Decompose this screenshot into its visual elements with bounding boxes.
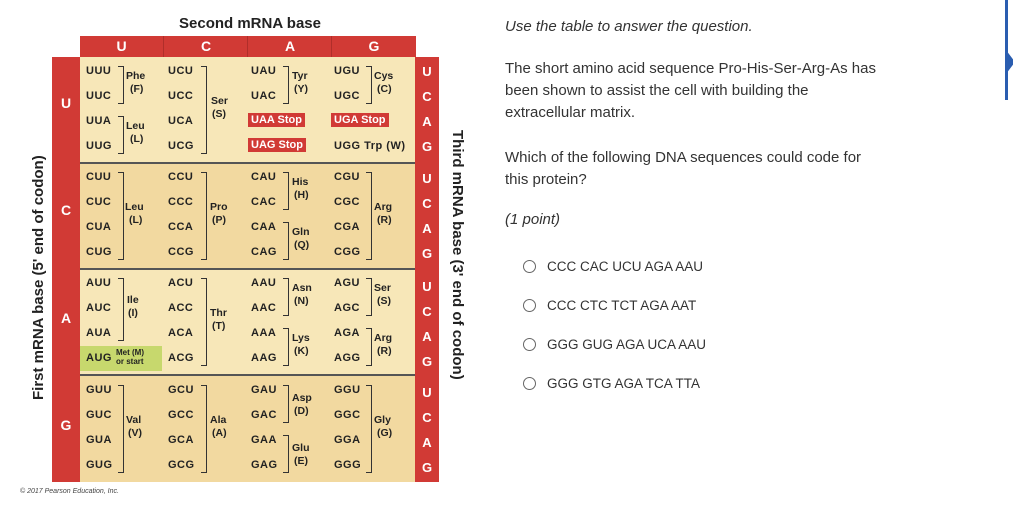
third-letter: C — [422, 304, 432, 319]
bracket — [366, 328, 372, 366]
bracket — [283, 66, 289, 104]
aa-asp: Asp — [292, 392, 312, 404]
codon: CAU — [251, 171, 277, 183]
col-header-u: U — [80, 36, 163, 57]
radio-button[interactable] — [523, 299, 536, 312]
codon: CGA — [334, 221, 360, 233]
aa-code: (E) — [294, 455, 308, 467]
codon: UUU — [86, 65, 112, 77]
codon: GGC — [334, 409, 361, 421]
codon: CUA — [86, 221, 112, 233]
row-letter-a: A — [60, 310, 72, 326]
aa-ser: Ser — [211, 95, 228, 107]
figure-title: Second mRNA base — [179, 15, 321, 32]
third-letter: A — [422, 221, 432, 236]
codon: CCC — [168, 196, 194, 208]
codon: CAA — [251, 221, 277, 233]
row-divider — [80, 374, 415, 376]
aa-val: Val — [126, 414, 142, 426]
third-letter: A — [422, 114, 432, 129]
aa-gln: Gln — [292, 226, 310, 238]
aa-code: (D) — [294, 405, 309, 417]
third-letter: A — [422, 435, 432, 450]
aa-code: (G) — [377, 427, 393, 439]
aa-ala: Ala — [210, 414, 227, 426]
radio-button[interactable] — [523, 377, 536, 390]
codon: GAA — [251, 434, 277, 446]
row-letter-g: G — [60, 417, 72, 433]
bracket — [283, 435, 289, 473]
aa-his: His — [292, 176, 309, 188]
codon: CUU — [86, 171, 112, 183]
aa-tyr: Tyr — [292, 70, 308, 82]
bracket — [118, 116, 124, 154]
radio-button[interactable] — [523, 338, 536, 351]
codon: ACG — [168, 352, 194, 364]
third-base-axis-label: Third mRNA base (3' end of codon) — [449, 130, 466, 380]
codon: UUG — [86, 140, 112, 152]
third-letter: C — [422, 196, 432, 211]
aa-leu: Leu — [125, 201, 144, 213]
bracket — [283, 328, 289, 366]
option-label: GGG GUG AGA UCA AAU — [547, 337, 707, 352]
answer-option-1[interactable] — [523, 259, 703, 274]
third-letter: G — [421, 354, 433, 369]
aa-pro: Pro — [210, 201, 228, 213]
aa-code: (Y) — [294, 83, 308, 95]
answer-option-4[interactable] — [523, 376, 700, 391]
codon: GCG — [168, 459, 195, 471]
stop-codon: UAA Stop — [248, 113, 305, 127]
codon: CUG — [86, 246, 112, 258]
aa-phe: Phe — [126, 70, 146, 82]
codon: GUU — [86, 384, 112, 396]
answer-option-3[interactable] — [523, 337, 706, 352]
codon: UUA — [86, 115, 112, 127]
codon: ACA — [168, 327, 194, 339]
codon: AAU — [251, 277, 277, 289]
codon: GUG — [86, 459, 113, 471]
codon: CAC — [251, 196, 277, 208]
codon: AAG — [251, 352, 277, 364]
aa-code: (S) — [377, 295, 391, 307]
row-letter-c: C — [60, 202, 72, 218]
codon: ACC — [168, 302, 194, 314]
codon: UCA — [168, 115, 194, 127]
aa-cys: Cys — [374, 70, 394, 82]
aa-glu: Glu — [292, 442, 310, 454]
aa-code: (H) — [294, 189, 309, 201]
third-letter: G — [421, 139, 433, 154]
bracket — [201, 385, 207, 473]
first-base-axis-label: First mRNA base (5' end of codon) — [30, 155, 47, 400]
option-label: GGG GTG AGA TCA TTA — [547, 376, 701, 391]
codon: UCU — [168, 65, 194, 77]
codon: CCG — [168, 246, 194, 258]
bracket — [118, 278, 124, 341]
codon: GCC — [168, 409, 194, 421]
third-letter: U — [422, 385, 432, 400]
bracket — [118, 172, 124, 260]
codon: AUC — [86, 302, 112, 314]
third-letter: G — [421, 460, 433, 475]
codon: UUC — [86, 90, 112, 102]
codon: GAC — [251, 409, 277, 421]
codon: GCA — [168, 434, 194, 446]
codon: GGA — [334, 434, 361, 446]
aa-ile: Ile — [127, 294, 139, 306]
question-line: extracellular matrix. — [505, 104, 636, 121]
stop-codon: UGA Stop — [331, 113, 389, 127]
bracket — [201, 278, 207, 366]
col-header-a: A — [247, 36, 332, 57]
codon: AGC — [334, 302, 360, 314]
codon: CCA — [168, 221, 194, 233]
codon: CGU — [334, 171, 360, 183]
codon: UGU — [334, 65, 360, 77]
aa-code: (L) — [130, 133, 144, 145]
third-letter: A — [422, 329, 432, 344]
instruction-text: Use the table to answer the question. — [505, 18, 753, 35]
codon: AUU — [86, 277, 112, 289]
codon: AGG — [334, 352, 361, 364]
aa-gly: Gly — [374, 414, 391, 426]
bracket — [201, 66, 207, 154]
codon: CUC — [86, 196, 112, 208]
codon: ACU — [168, 277, 194, 289]
bracket — [366, 172, 372, 260]
codon: UGG Trp (W) — [334, 140, 406, 152]
bracket — [366, 66, 372, 104]
question-line: The short amino acid sequence Pro-His-Ser-Arg-As has — [505, 60, 876, 77]
codon: CAG — [251, 246, 277, 258]
codon: UGC — [334, 90, 360, 102]
row-divider — [80, 162, 415, 164]
codon: CGC — [334, 196, 360, 208]
copyright-note: © 2017 Pearson Education, Inc. — [20, 488, 119, 495]
bracket — [283, 278, 289, 316]
aa-code: (R) — [377, 214, 392, 226]
codon: AGA — [334, 327, 360, 339]
codon: UCC — [168, 90, 194, 102]
third-letter: C — [422, 89, 432, 104]
question-panel — [478, 0, 1013, 506]
bracket — [366, 385, 372, 473]
codon: UCG — [168, 140, 194, 152]
third-letter: G — [421, 246, 433, 261]
question-line: been shown to assist the cell with building the — [505, 82, 809, 99]
codon-table-figure — [0, 0, 470, 506]
row-letter-u: U — [60, 95, 72, 111]
codon: UAU — [251, 65, 277, 77]
codon: AAA — [251, 327, 277, 339]
codon: GAG — [251, 459, 278, 471]
bracket — [283, 385, 289, 423]
codon: GAU — [251, 384, 277, 396]
aa-code: (V) — [128, 427, 142, 439]
codon: GUA — [86, 434, 112, 446]
third-letter: U — [422, 279, 432, 294]
aa-met: Met (M) — [116, 348, 144, 357]
codon: GGU — [334, 384, 361, 396]
third-base-column — [415, 57, 439, 482]
codon: CGG — [334, 246, 361, 258]
option-label: CCC CTC TCT AGA AAT — [547, 298, 697, 313]
codon: GGG — [334, 459, 362, 471]
aa-code: (S) — [212, 108, 226, 120]
col-header-c: C — [163, 36, 248, 57]
codon: UAC — [251, 90, 277, 102]
aa-code: (N) — [294, 295, 309, 307]
aa-asn: Asn — [292, 282, 312, 294]
third-letter: U — [422, 64, 432, 79]
answer-option-2[interactable] — [523, 298, 696, 313]
bracket — [283, 172, 289, 210]
aa-code: (I) — [128, 307, 138, 319]
bracket — [118, 66, 124, 104]
codon: GCU — [168, 384, 194, 396]
points-label: (1 point) — [505, 211, 561, 228]
bracket — [366, 278, 372, 316]
stop-codon: UAG Stop — [248, 138, 306, 152]
aa-code: (L) — [129, 214, 143, 226]
aa-start-note: or start — [116, 357, 144, 366]
aa-code: (C) — [377, 83, 392, 95]
codon: GUC — [86, 409, 112, 421]
aa-code: (F) — [130, 83, 144, 95]
aa-code: (K) — [294, 345, 309, 357]
aa-lys: Lys — [292, 332, 310, 344]
aa-thr: Thr — [210, 307, 227, 319]
aa-code: (T) — [212, 320, 226, 332]
aa-ser: Ser — [374, 282, 391, 294]
codon: AAC — [251, 302, 277, 314]
third-letter: U — [422, 171, 432, 186]
bracket — [283, 222, 289, 260]
aa-code: (Q) — [294, 239, 310, 251]
aa-code: (R) — [377, 345, 392, 357]
third-letter: C — [422, 410, 432, 425]
question-prompt: Which of the following DNA sequences could code for — [505, 149, 862, 166]
aa-code: (P) — [212, 214, 226, 226]
first-base-column — [52, 57, 80, 482]
col-header-g: G — [331, 36, 416, 57]
question-prompt: this protein? — [505, 171, 587, 188]
row-divider — [80, 268, 415, 270]
codon: AGU — [334, 277, 360, 289]
aa-code: (A) — [212, 427, 227, 439]
bracket — [201, 172, 207, 260]
aa-arg: Arg — [374, 201, 393, 213]
aa-arg: Arg — [374, 332, 393, 344]
radio-button[interactable] — [523, 260, 536, 273]
codon: AUG — [86, 352, 112, 364]
codon: CCU — [168, 171, 194, 183]
codon: AUA — [86, 327, 112, 339]
option-label: CCC CAC UCU AGA AAU — [547, 259, 704, 274]
aa-leu: Leu — [126, 120, 145, 132]
bracket — [118, 385, 124, 473]
expand-arrow-icon[interactable] — [1006, 50, 1013, 74]
